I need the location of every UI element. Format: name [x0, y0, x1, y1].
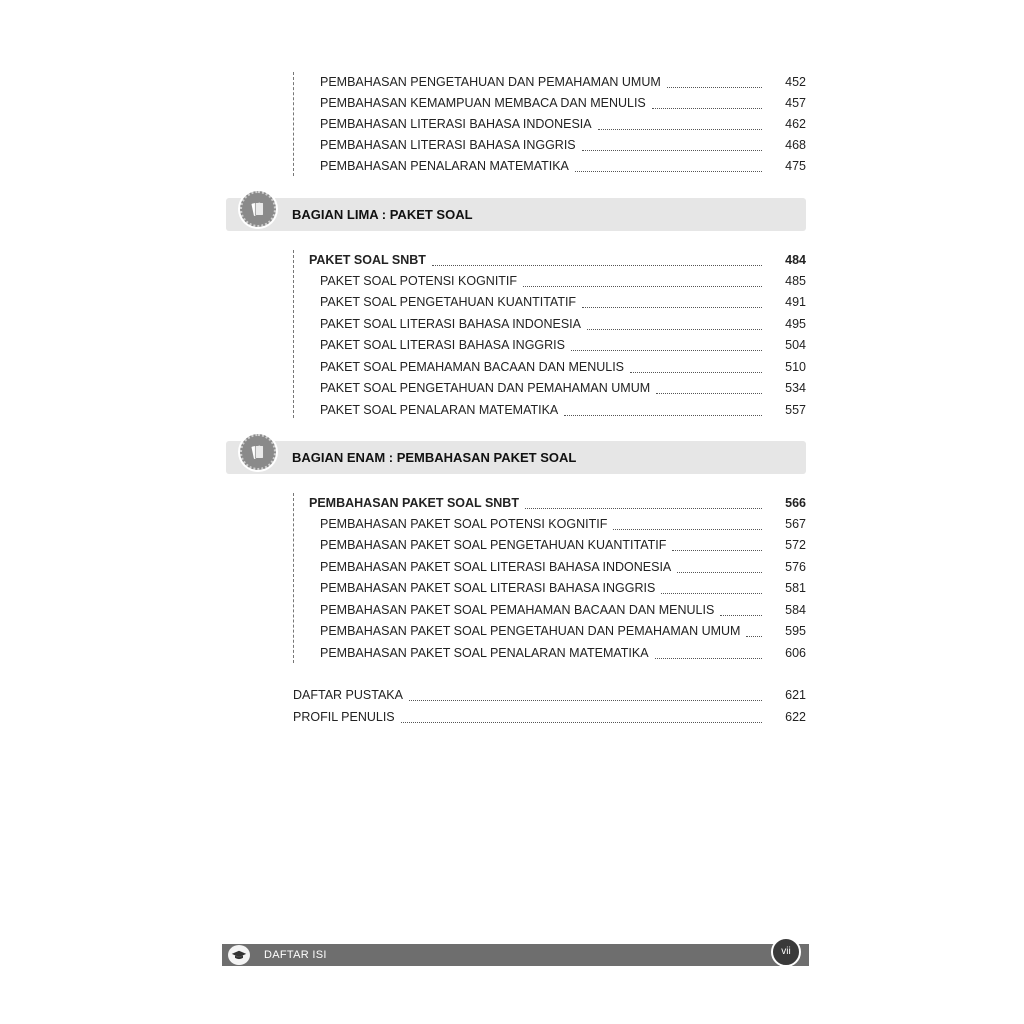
dot-leader: [656, 383, 762, 394]
entry-page-number: 468: [785, 138, 806, 152]
entry-title: PROFIL PENULIS: [293, 710, 395, 724]
footer-label: DAFTAR ISI: [264, 949, 327, 961]
entry-page-number: 567: [785, 517, 806, 531]
book-icon: [240, 434, 276, 470]
entry-page-number: 576: [785, 560, 806, 574]
entry-title: PEMBAHASAN PAKET SOAL PEMAHAMAN BACAAN DAN MENULIS: [320, 603, 715, 617]
entry-page-number: 475: [785, 159, 806, 173]
entry-title: PEMBAHASAN LITERASI BAHASA INDONESIA: [320, 117, 592, 131]
entry-title: PAKET SOAL PENGETAHUAN KUANTITATIF: [320, 295, 577, 309]
dot-leader: [525, 498, 762, 509]
toc-entry[interactable]: [293, 514, 806, 534]
section-header-bagian-enam[interactable]: [226, 441, 806, 474]
toc-group-pembahasan-paket-soal: [293, 493, 806, 663]
dot-leader: [587, 319, 762, 330]
entry-title: PAKET SOAL PENALARAN MATEMATIKA: [320, 403, 559, 417]
dot-leader: [523, 276, 762, 287]
entry-page-number: 595: [785, 624, 806, 638]
entry-title: PEMBAHASAN PENGETAHUAN DAN PEMAHAMAN UMUM: [320, 75, 661, 89]
toc-group-paket-soal: [293, 250, 806, 418]
entry-page-number: 491: [785, 295, 806, 309]
book-icon: [240, 191, 276, 227]
toc-entry[interactable]: [293, 271, 806, 291]
dot-leader: [746, 626, 762, 637]
toc-entry-profil-penulis[interactable]: [293, 707, 806, 727]
entry-title: PEMBAHASAN PAKET SOAL LITERASI BAHASA INGGRIS: [320, 581, 656, 595]
toc-entry[interactable]: [293, 135, 806, 155]
toc-entry[interactable]: [293, 314, 806, 334]
entry-title: PAKET SOAL LITERASI BAHASA INGGRIS: [320, 338, 565, 352]
entry-page-number: 457: [785, 96, 806, 110]
entry-title: PEMBAHASAN PAKET SOAL PENGETAHUAN DAN PEMAHAMAN UMUM: [320, 624, 741, 638]
toc-entry[interactable]: [293, 357, 806, 377]
toc-entry[interactable]: [293, 378, 806, 398]
entry-title: PEMBAHASAN KEMAMPUAN MEMBACA DAN MENULIS: [320, 96, 646, 110]
toc-entry[interactable]: [293, 578, 806, 598]
toc-entry[interactable]: [293, 535, 806, 555]
entry-page-number: 622: [785, 710, 806, 724]
entry-page-number: 462: [785, 117, 806, 131]
entry-title: PAKET SOAL SNBT: [309, 253, 426, 267]
entry-page-number: 566: [785, 496, 806, 510]
entry-page-number: 484: [785, 253, 806, 267]
toc-entry[interactable]: [293, 557, 806, 577]
toc-entry[interactable]: [293, 400, 806, 420]
dot-leader: [575, 161, 762, 172]
toc-entry[interactable]: [293, 72, 806, 92]
dot-leader: [564, 405, 762, 416]
entry-page-number: 572: [785, 538, 806, 552]
dot-leader: [571, 340, 762, 351]
entry-page-number: 452: [785, 75, 806, 89]
dot-leader: [667, 77, 762, 88]
toc-entry-daftar-pustaka[interactable]: [293, 685, 806, 705]
section-header-bagian-lima[interactable]: [226, 198, 806, 231]
entry-page-number: 504: [785, 338, 806, 352]
toc-entry-head[interactable]: [293, 250, 806, 270]
toc-entry[interactable]: [293, 114, 806, 134]
entry-title: PEMBAHASAN LITERASI BAHASA INGGRIS: [320, 138, 576, 152]
entry-page-number: 510: [785, 360, 806, 374]
entry-title: PEMBAHASAN PAKET SOAL LITERASI BAHASA INDONESIA: [320, 560, 672, 574]
entry-page-number: 534: [785, 381, 806, 395]
dot-leader: [582, 297, 762, 308]
page-footer: [222, 944, 809, 966]
entry-title: PAKET SOAL PEMAHAMAN BACAAN DAN MENULIS: [320, 360, 625, 374]
entry-page-number: 621: [785, 688, 806, 702]
toc-entry[interactable]: [293, 600, 806, 620]
dot-leader: [661, 583, 762, 594]
entry-title: PEMBAHASAN PAKET SOAL PENGETAHUAN KUANTITATIF: [320, 538, 667, 552]
dot-leader: [409, 690, 762, 701]
toc-back-matter: [293, 685, 806, 729]
toc-entry-head[interactable]: [293, 493, 806, 513]
graduation-cap-icon: [228, 945, 250, 965]
entry-title: PEMBAHASAN PAKET SOAL POTENSI KOGNITIF: [320, 517, 608, 531]
entry-title: PAKET SOAL POTENSI KOGNITIF: [320, 274, 518, 288]
dot-leader: [655, 648, 762, 659]
page-number-badge: vii: [771, 937, 801, 967]
entry-title: PAKET SOAL LITERASI BAHASA INDONESIA: [320, 317, 581, 331]
toc-group-pembahasan: [293, 72, 806, 176]
entry-title: DAFTAR PUSTAKA: [293, 688, 403, 702]
entry-page-number: 485: [785, 274, 806, 288]
dot-leader: [582, 140, 762, 151]
entry-title: PEMBAHASAN PAKET SOAL SNBT: [309, 496, 519, 510]
entry-page-number: 495: [785, 317, 806, 331]
dot-leader: [630, 362, 762, 373]
entry-page-number: 606: [785, 646, 806, 660]
dot-leader: [613, 519, 762, 530]
section-title: BAGIAN ENAM : PEMBAHASAN PAKET SOAL: [292, 450, 577, 465]
toc-entry[interactable]: [293, 643, 806, 663]
dot-leader: [432, 255, 762, 266]
toc-entry[interactable]: [293, 93, 806, 113]
dot-leader: [401, 712, 762, 723]
dot-leader: [720, 605, 762, 616]
entry-title: PEMBAHASAN PAKET SOAL PENALARAN MATEMATIKA: [320, 646, 649, 660]
entry-page-number: 584: [785, 603, 806, 617]
toc-entry[interactable]: [293, 621, 806, 641]
entry-title: PAKET SOAL PENGETAHUAN DAN PEMAHAMAN UMUM: [320, 381, 651, 395]
toc-entry[interactable]: [293, 335, 806, 355]
toc-entry[interactable]: [293, 292, 806, 312]
entry-page-number: 581: [785, 581, 806, 595]
dot-leader: [652, 98, 762, 109]
section-title: BAGIAN LIMA : PAKET SOAL: [292, 207, 473, 222]
entry-title: PEMBAHASAN PENALARAN MATEMATIKA: [320, 159, 569, 173]
dot-leader: [672, 540, 762, 551]
dot-leader: [598, 119, 762, 130]
toc-entry[interactable]: [293, 156, 806, 176]
entry-page-number: 557: [785, 403, 806, 417]
dot-leader: [677, 562, 762, 573]
